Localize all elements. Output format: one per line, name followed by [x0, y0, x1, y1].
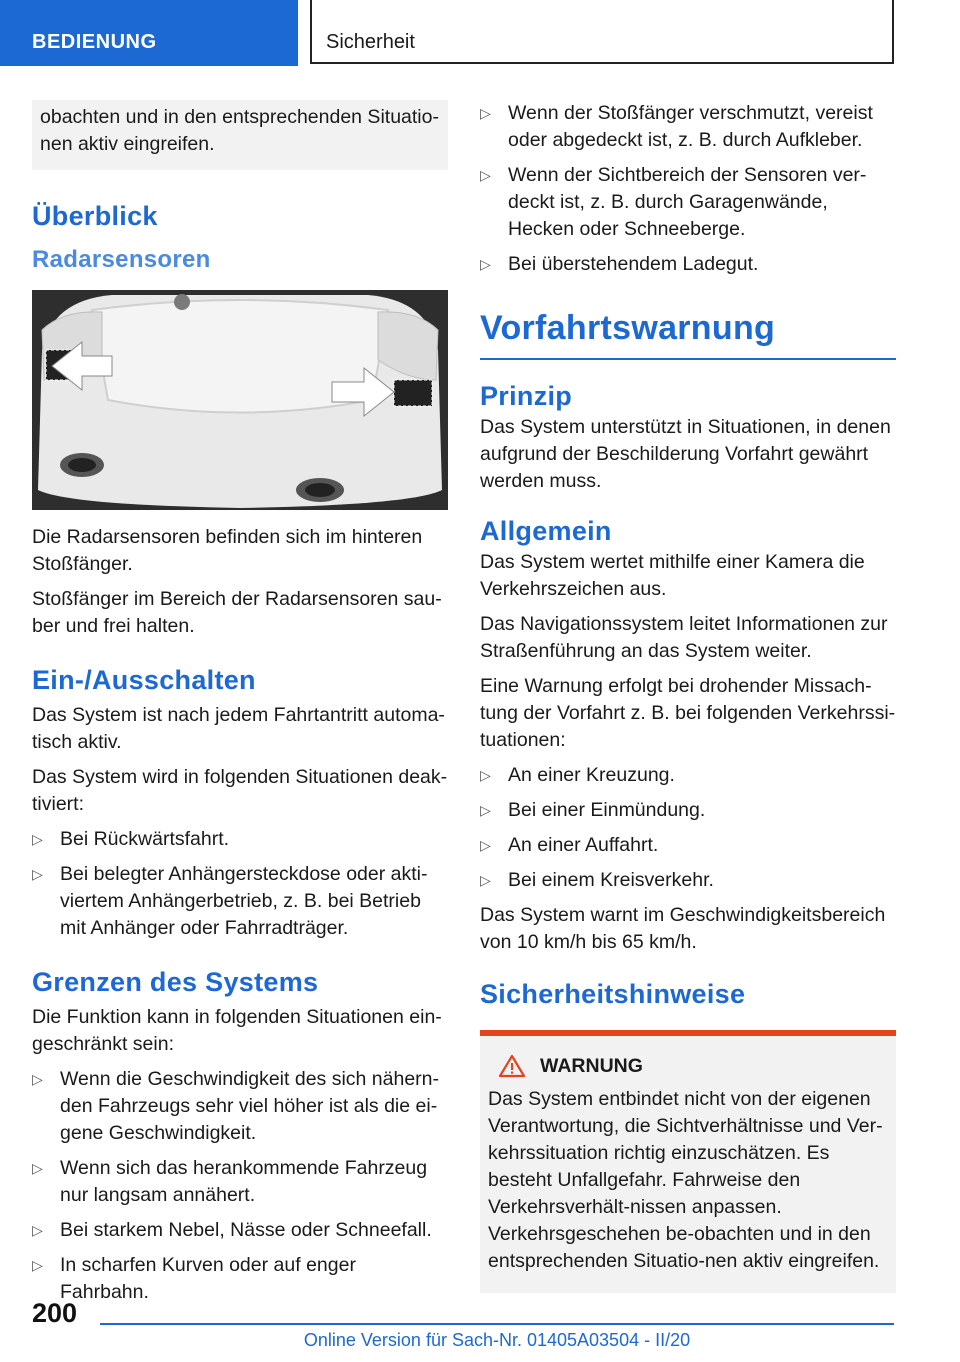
onoff-paragraph-1: Das System ist nach jedem Fahrtantritt automa-tisch aktiv. [32, 704, 445, 753]
bullet-triangle-icon: ▷ [32, 866, 43, 882]
list-item: ▷ Bei Rückwärtsfahrt. [32, 826, 448, 853]
bullet-triangle-icon: ▷ [32, 1071, 43, 1087]
onoff-paragraph-2: Das System wird in folgenden Situationen deak-tiviert: [32, 766, 448, 815]
heading-radar-sensors: Radarsensoren [32, 246, 211, 273]
list-item: ▷ Wenn der Stoßfänger verschmutzt, vereist oder abgedeckt ist, z. B. durch Aufkleber. [480, 102, 873, 151]
radar-paragraph-1: Die Radarsensoren befinden sich im hinteren Stoßfänger. [32, 526, 423, 575]
list-item: ▷ Wenn der Sichtbereich der Sensoren ver-deckt ist, z. B. durch Garagenwände, Hecken oder Schneeberge. [480, 164, 867, 240]
heading-overview: Überblick [32, 201, 158, 231]
warning-triangle-icon [498, 1054, 526, 1078]
onoff-list [32, 826, 448, 942]
bullet-triangle-icon: ▷ [480, 105, 491, 121]
principle-paragraph: Das System unterstützt in Situationen, in denen aufgrund der Beschilderung Vorfahrt gewährt werden muss. [480, 416, 891, 492]
list-item: ▷ An einer Auffahrt. [480, 832, 896, 859]
limits-list-continued [480, 100, 896, 278]
heading-system-limits: Grenzen des Systems [32, 967, 319, 997]
heading-right-of-way-warning: Vorfahrtswarnung [480, 306, 896, 360]
warning-title [488, 1054, 888, 1078]
general-paragraph-3: Eine Warnung erfolgt bei drohender Missach-tung der Vorfahrt z. B. bei folgenden Verkehrssi-tuationen: [480, 675, 896, 751]
car-rear-illustration [32, 290, 448, 510]
page-number: 200 [32, 1298, 78, 1328]
list-item: ▷ An einer Kreuzung. [480, 762, 896, 789]
list-item: ▷ Bei überstehendem Ladegut. [480, 251, 896, 278]
general-paragraph-4: Das System warnt im Geschwindigkeitsbereich von 10 km/h bis 65 km/h. [480, 904, 886, 953]
footer-online-version: Online Version für Sach-Nr. 01405A03504 - II/20 [303, 1330, 691, 1350]
header-section-tab: BEDIENUNG [0, 0, 298, 66]
bullet-triangle-icon: ▷ [32, 1160, 43, 1176]
list-item: ▷ Bei einem Kreisverkehr. [480, 867, 896, 894]
heading-on-off: Ein-/Ausschalten [32, 665, 256, 695]
header-chapter-title: Sicherheit [310, 0, 894, 64]
bullet-triangle-icon: ▷ [480, 837, 491, 853]
continued-note-box [32, 100, 448, 170]
bullet-triangle-icon: ▷ [32, 831, 43, 847]
warning-text: Das System entbindet nicht von der eigenen Verantwortung, die Sichtverhältnisse und Ver-kehrssituation richtig einzuschätzen. Es besteht Unfallgefahr. Fahrweise den Verkehrsverhält-nissen anpassen. Verkehrsgeschehen be-obachten und in den entsprechenden Situatio-nen aktiv eingreifen. [488, 1088, 883, 1272]
list-item: ▷ Bei einer Einmündung. [480, 797, 896, 824]
bullet-triangle-icon: ▷ [480, 167, 491, 183]
bullet-triangle-icon: ▷ [480, 802, 491, 818]
list-item: ▷ In scharfen Kurven oder auf enger Fahrbahn. [32, 1254, 356, 1303]
bullet-triangle-icon: ▷ [480, 872, 491, 888]
general-paragraph-2: Das Navigationssystem leitet Informationen zur Straßenführung an das System weiter. [480, 613, 888, 662]
limits-list [32, 1066, 448, 1306]
heading-safety-notes: Sicherheitshinweise [480, 979, 746, 1009]
list-item: ▷ Bei belegter Anhängersteckdose oder akti-viertem Anhängerbetrieb, z. B. bei Betrieb mit Anhänger oder Fahrradträger. [32, 863, 428, 939]
heading-principle: Prinzip [480, 381, 573, 411]
bullet-triangle-icon: ▷ [32, 1257, 43, 1273]
radar-sensor-figure [32, 290, 448, 510]
continued-note-text: obachten und in den entsprechenden Situatio-nen aktiv eingreifen. [40, 106, 439, 155]
list-item: ▷ Wenn sich das herankommende Fahrzeug nur langsam annähert. [32, 1157, 428, 1206]
general-paragraph-1: Das System wertet mithilfe einer Kamera die Verkehrszeichen aus. [480, 551, 865, 600]
right-column [480, 100, 896, 1293]
footer-divider [100, 1323, 894, 1325]
limits-paragraph: Die Funktion kann in folgenden Situationen ein-geschränkt sein: [32, 1006, 442, 1055]
bullet-triangle-icon: ▷ [480, 256, 491, 272]
warning-title-text: WARNUNG [540, 1054, 643, 1077]
radar-paragraph-2: Stoßfänger im Bereich der Radarsensoren sau-ber und frei halten. [32, 588, 442, 637]
bullet-triangle-icon: ▷ [480, 767, 491, 783]
warning-box [480, 1030, 896, 1293]
bullet-triangle-icon: ▷ [32, 1222, 43, 1238]
list-item: ▷ Wenn die Geschwindigkeit des sich nähern-den Fahrzeugs sehr viel höher ist als die ei-gene Geschwindigkeit. [32, 1068, 440, 1144]
heading-general: Allgemein [480, 516, 612, 546]
situations-list [480, 762, 896, 894]
left-column [32, 100, 448, 1314]
list-item: ▷ Bei starkem Nebel, Nässe oder Schneefall. [32, 1217, 448, 1244]
